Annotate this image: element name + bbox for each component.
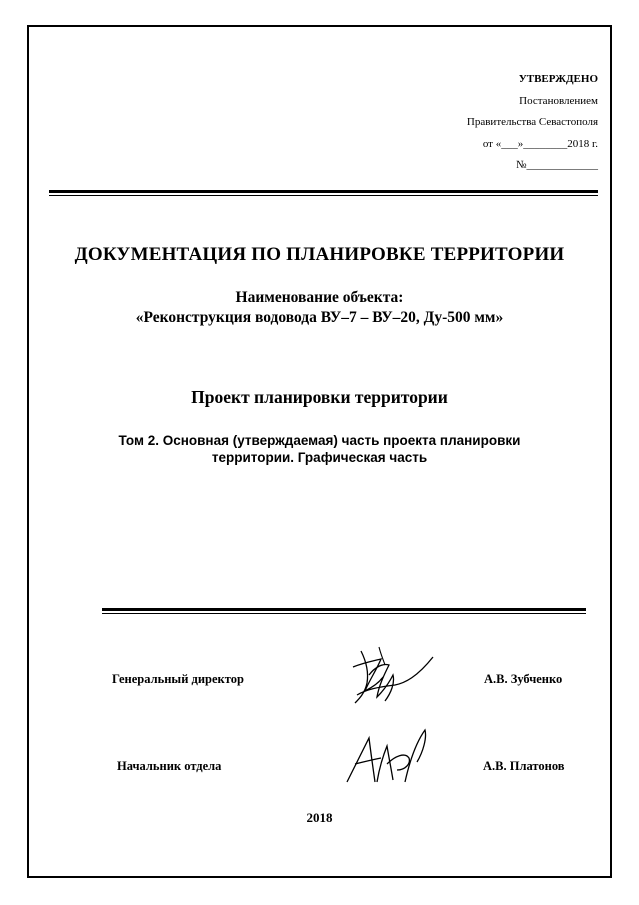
top-divider: [49, 190, 598, 193]
document-year: 2018: [306, 810, 333, 825]
signature-department-icon: [337, 724, 437, 794]
approval-line-1: Постановлением: [519, 94, 598, 107]
volume-title: [29, 432, 610, 466]
signature-position-director: Генеральный директор: [112, 672, 244, 686]
bottom-divider: [102, 608, 586, 611]
approval-line-3: от «___»________2018 г.: [482, 137, 598, 150]
object-name: «Реконструкция водовода ВУ–7 – ВУ–20, Ду-500 мм»: [135, 309, 504, 326]
object-label: Наименование объекта:: [235, 289, 404, 306]
approval-stamp: [467, 69, 598, 177]
page-frame: [27, 25, 612, 878]
approval-line-4: №_____________: [516, 159, 598, 171]
signature-name-department: А.В. Платонов: [483, 759, 565, 773]
approval-line-2: Правительства Севастополя: [466, 116, 598, 128]
approval-heading: УТВЕРЖДЕНО: [518, 73, 598, 85]
volume-title-line-2: территории. Графическая часть: [211, 450, 428, 465]
volume-title-line-1: Том 2. Основная (утверждаемая) часть проекта планировки: [118, 433, 521, 448]
document-title: ДОКУМЕНТАЦИЯ ПО ПЛАНИРОВКЕ ТЕРРИТОРИИ: [74, 244, 565, 265]
project-title: Проект планировки территории: [191, 387, 448, 407]
signature-position-department: Начальник отдела: [117, 759, 222, 773]
signature-director-icon: [339, 637, 439, 715]
signature-name-director: А.В. Зубченко: [484, 672, 563, 686]
